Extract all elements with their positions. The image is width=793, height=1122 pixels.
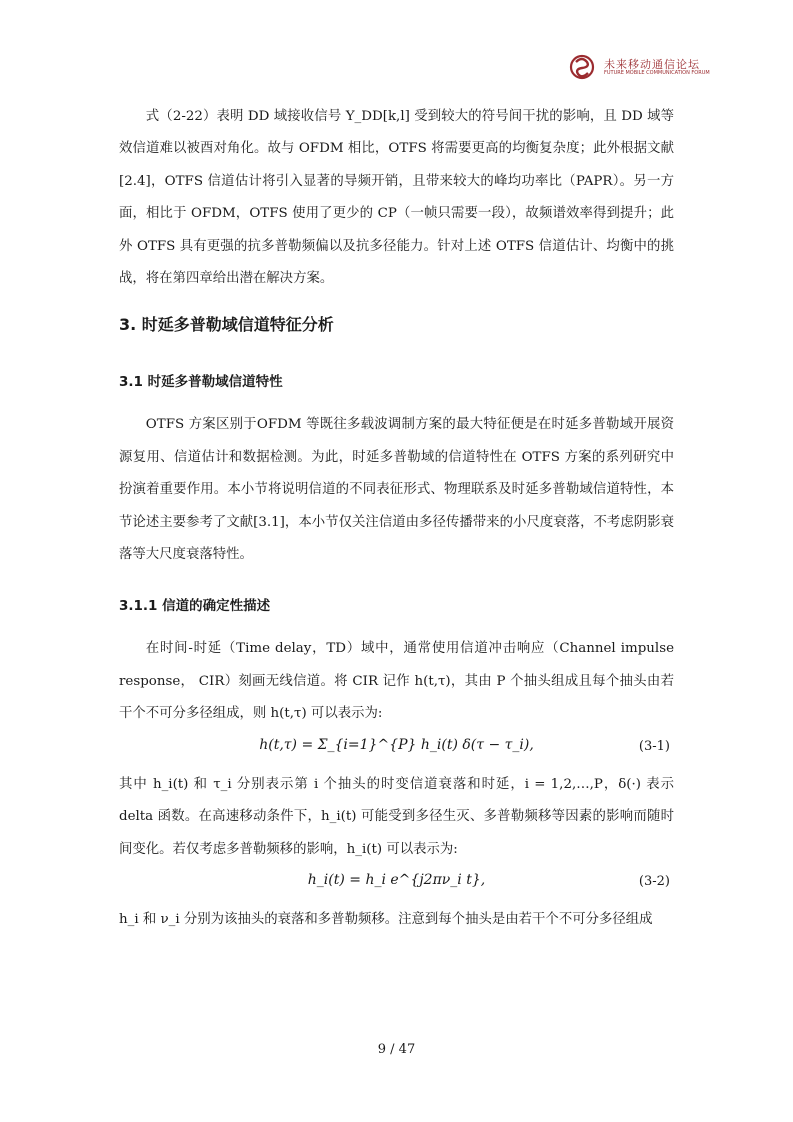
logo-english-name: FUTURE MOBILE COMMUNICATION FORUM bbox=[604, 70, 710, 76]
section-3-1-heading: 3.1 时延多普勒域信道特性 bbox=[119, 374, 283, 391]
paragraph-cir-definition: 在时间-时延（Time delay，TD）域中，通常使用信道冲击响应（Channel impulse response， CIR）刻画无线信道。将 CIR 记作 h(t,τ)，其由 P 个抽头组成且每个抽头由若干个不可分多径组成，则 h(t,τ) 可以表示为: bbox=[119, 641, 674, 722]
equation-3-1-body: h(t,τ) = Σ_{i=1}^{P} h_i(t) δ(τ − τ_i), bbox=[259, 736, 534, 753]
page-content bbox=[119, 101, 674, 936]
equation-3-1-number: (3-1) bbox=[638, 738, 670, 754]
paragraph-tap-description: 其中 h_i(t) 和 τ_i 分别表示第 i 个抽头的时变信道衰落和时延，i = 1,2,…,P，δ(·) 表示 delta 函数。在高速移动条件下，h_i(t) 可能受到多径生灭、多普勒频移等因素的影响而随时间变化。若仅考虑多普勒频移的影响，h_i(t) 可以表示为: bbox=[119, 776, 674, 857]
paragraph-fading-doppler: h_i 和 ν_i 分别为该抽头的衰落和多普勒频移。注意到每个抽头是由若干个不可分多径组成 bbox=[119, 911, 653, 927]
equation-3-2 bbox=[119, 866, 674, 904]
forum-emblem-icon bbox=[568, 52, 600, 82]
equation-3-1 bbox=[119, 731, 674, 769]
equation-3-2-number: (3-2) bbox=[638, 873, 670, 889]
paragraph-dd-channel-intro: OTFS 方案区别于OFDM 等既往多载波调制方案的最大特征便是在时延多普勒域开展资源复用、信道估计和数据检测。为此，时延多普勒域的信道特性在 OTFS 方案的系列研究中扮演着重要作用。本小节将说明信道的不同表征形式、物理联系及时延多普勒域信道特性，本节论述主要参考了文献[3.1]，本小节仅关注信道由多径传播带来的小尺度衰落，不考虑阴影衰落等大尺度衰落特性。 bbox=[119, 417, 674, 563]
equation-3-2-body: h_i(t) = h_i e^{j2πν_i t}, bbox=[307, 871, 486, 888]
paragraph-otfs-comparison: 式（2-22）表明 DD 域接收信号 Y_DD[k,l] 受到较大的符号间干扰的影响，且 DD 域等效信道难以被酉对角化。故与 OFDM 相比，OTFS 将需要更高的均衡复杂度；此外根据文献[2.4]，OTFS 信道估计将引入显著的导频开销，且带来较大的峰均功率比（PAPR）。另一方面，相比于 OFDM，OTFS 使用了更少的 CP（一帧只需要一段），故频谱效率得到提升；此外 OTFS 具有更强的抗多普勒频偏以及抗多径能力。针对上述 OTFS 信道估计、均衡中的挑战，将在第四章给出潜在解决方案。 bbox=[119, 109, 674, 287]
section-3-heading: 3. 时延多普勒域信道特征分析 bbox=[119, 315, 334, 335]
logo-chinese-name: 未来移动通信论坛 bbox=[604, 58, 700, 71]
forum-logo bbox=[568, 52, 708, 82]
page-number: 9 / 47 bbox=[377, 1042, 416, 1057]
section-3-1-1-heading: 3.1.1 信道的确定性描述 bbox=[119, 598, 271, 615]
